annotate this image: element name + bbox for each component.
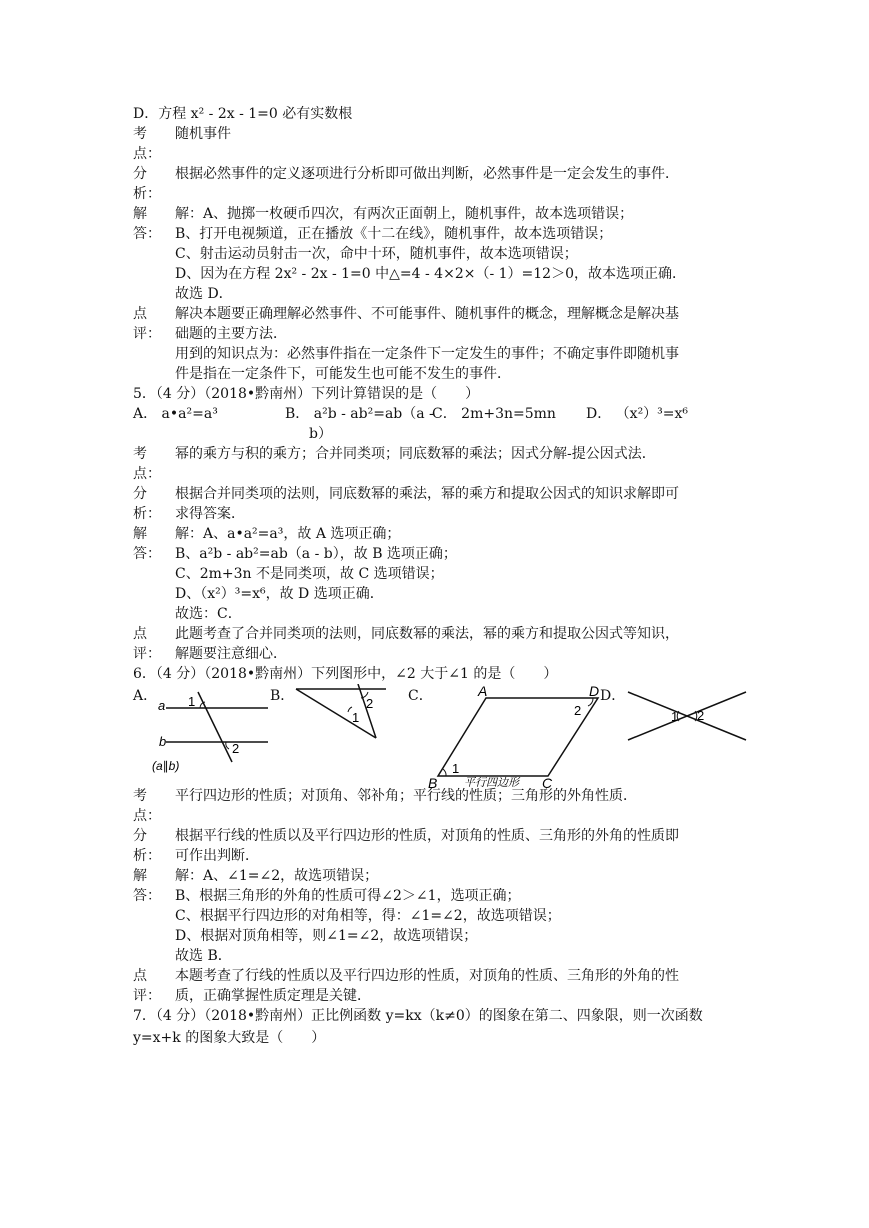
q6-kaodian-label-2: 点： bbox=[133, 808, 161, 824]
q7-stem-cont: y=x+k 的图象大致是（ ） bbox=[133, 1030, 326, 1046]
q4-option-d: D．方程 x² - 2x - 1=0 必有实数根 bbox=[133, 106, 353, 122]
q5-kaodian-label-2: 点： bbox=[133, 466, 161, 482]
figure-b-angle-2: 2 bbox=[366, 696, 374, 711]
figure-a-line-b-label: b bbox=[159, 734, 167, 749]
q5-dianping-label-1: 点 bbox=[133, 626, 147, 642]
figure-c-vertex-a: A bbox=[478, 684, 488, 699]
q4-fenxi-label-1: 分 bbox=[133, 166, 147, 182]
q6-fenxi-label-1: 分 bbox=[133, 828, 147, 844]
q5-option-b: B． a²b - ab²=ab（a - bbox=[285, 406, 434, 422]
figure-b-angle-1: 1 bbox=[352, 710, 360, 725]
q5-jieda-line: 故选：C． bbox=[175, 606, 242, 622]
figure-b-triangle bbox=[292, 684, 392, 742]
figure-c-parallelogram bbox=[424, 684, 614, 792]
figure-a-line-a-label: a bbox=[158, 698, 166, 713]
q4-dianping-line: 件是指在一定条件下，可能发生也可能不发生的事件． bbox=[175, 366, 511, 382]
q5-fenxi-label-1: 分 bbox=[133, 486, 147, 502]
q4-jieda-line: C、射击运动员射击一次，命中十环，随机事件，故本选项错误； bbox=[175, 246, 578, 262]
q5-jieda-line: 解：A、a•a²=a³，故 A 选项正确； bbox=[175, 526, 401, 542]
q6-fenxi-line: 可作出判断． bbox=[175, 848, 259, 864]
figure-d-angle-1: 1 bbox=[671, 709, 679, 724]
q5-dianping-label-2: 评： bbox=[133, 646, 161, 662]
figure-a-caption: (a∥b) bbox=[152, 759, 180, 773]
figure-d-vertical-angles bbox=[624, 686, 754, 746]
q5-jieda-line: D、（x²）³=x⁶，故 D 选项正确． bbox=[175, 586, 384, 602]
q7-stem: 7．（4 分）（2018•黔南州）正比例函数 y=kx（k≠0）的图象在第二、四象限，则一次函数 bbox=[133, 1008, 703, 1024]
q4-fenxi: 根据必然事件的定义逐项进行分析即可做出判断，必然事件是一定会发生的事件． bbox=[175, 166, 679, 182]
figure-a-angle-1: 1 bbox=[188, 694, 196, 709]
q4-jieda-line: 故选 D． bbox=[175, 286, 233, 302]
figure-a-parallel-lines bbox=[150, 690, 274, 776]
q4-kaodian-label-2: 点： bbox=[133, 146, 161, 162]
figure-c-angle-1: 1 bbox=[452, 761, 460, 776]
q4-dianping-line: 用到的知识点为：必然事件指在一定条件下一定发生的事件；不确定事件即随机事 bbox=[175, 346, 679, 362]
figure-c-vertex-d: D bbox=[589, 684, 600, 699]
q5-fenxi-label-2: 析： bbox=[133, 506, 161, 522]
q4-jieda-line: D、因为在方程 2x² - 2x - 1=0 中△=4 - 4×2×（- 1）=12＞0，故本选项正确． bbox=[175, 266, 686, 282]
q4-dianping-label-1: 点 bbox=[133, 306, 147, 322]
q4-kaodian: 随机事件 bbox=[175, 126, 231, 142]
q6-dianping-line: 本题考查了行线的性质以及平行四边形的性质，对顶角的性质、三角形的外角的性 bbox=[175, 968, 679, 984]
q6-dianping-line: 质，正确掌握性质定理是关键． bbox=[175, 988, 371, 1004]
q6-option-d-letter: D． bbox=[600, 688, 626, 704]
q4-dianping-line: 础题的主要方法． bbox=[175, 326, 287, 342]
q5-kaodian-label-1: 考 bbox=[133, 446, 147, 462]
figure-c-vertex-c: C bbox=[542, 775, 553, 791]
q5-option-d: D． （x²）³=x⁶ bbox=[586, 406, 689, 422]
q4-jieda-line: B、打开电视频道，正在播放《十二在线》，随机事件，故本选项错误； bbox=[175, 226, 613, 242]
q6-jieda-line: C、根据平行四边形的对角相等，得：∠1=∠2，故选项错误； bbox=[175, 908, 561, 924]
q4-kaodian-label-1: 考 bbox=[133, 126, 147, 142]
q5-jieda-line: B、a²b - ab²=ab（a - b），故 B 选项正确； bbox=[175, 546, 457, 562]
q6-jieda-line: D、根据对顶角相等，则∠1=∠2，故选项错误； bbox=[175, 928, 478, 944]
q5-dianping-line: 解题要注意细心． bbox=[175, 646, 287, 662]
figure-c-angle-2: 2 bbox=[574, 703, 582, 718]
q4-jieda-label-1: 解 bbox=[133, 206, 147, 222]
figure-a-angle-2: 2 bbox=[232, 741, 240, 756]
q6-kaodian-label-1: 考 bbox=[133, 788, 147, 804]
q4-jieda-line: 解：A、抛掷一枚硬币四次，有两次正面朝上，随机事件，故本选项错误； bbox=[175, 206, 634, 222]
q6-fenxi-line: 根据平行线的性质以及平行四边形的性质，对顶角的性质、三角形的外角的性质即 bbox=[175, 828, 679, 844]
figure-c-caption: 平行四边形 bbox=[464, 777, 519, 789]
q6-option-b-letter: B． bbox=[270, 688, 295, 704]
q6-dianping-label-2: 评： bbox=[133, 988, 161, 1004]
q4-dianping-line: 解决本题要正确理解必然事件、不可能事件、随机事件的概念，理解概念是解决基 bbox=[175, 306, 679, 322]
q6-jieda-line: 解：A、∠1=∠2，故选项错误； bbox=[175, 868, 379, 884]
figure-d-angle-2: 2 bbox=[697, 708, 705, 723]
q4-dianping-label-2: 评： bbox=[133, 326, 161, 342]
q5-fenxi-line: 求得答案． bbox=[175, 506, 245, 522]
q4-jieda-label-2: 答： bbox=[133, 226, 161, 242]
q6-stem: 6．（4 分）（2018•黔南州）下列图形中，∠2 大于∠1 的是（ ） bbox=[133, 666, 558, 682]
q5-jieda-label-1: 解 bbox=[133, 526, 147, 542]
q6-option-a-letter: A． bbox=[133, 688, 158, 704]
q5-kaodian: 幂的乘方与积的乘方；合并同类项；同底数幂的乘法；因式分解-提公因式法． bbox=[175, 446, 656, 462]
q5-fenxi-line: 根据合并同类项的法则，同底数幂的乘法，幂的乘方和提取公因式的知识求解即可 bbox=[175, 486, 679, 502]
q5-option-a: A． a•a²=a³ bbox=[133, 406, 218, 422]
q6-jieda-line: B、根据三角形的外角的性质可得∠2＞∠1，选项正确； bbox=[175, 888, 521, 904]
figure-c-vertex-b: B bbox=[428, 775, 438, 791]
q5-jieda-label-2: 答： bbox=[133, 546, 161, 562]
q6-jieda-label-1: 解 bbox=[133, 868, 147, 884]
q6-dianping-label-1: 点 bbox=[133, 968, 147, 984]
q6-fenxi-label-2: 析： bbox=[133, 848, 161, 864]
q6-kaodian: 平行四边形的性质；对顶角、邻补角；平行线的性质；三角形的外角性质． bbox=[175, 788, 637, 804]
q5-stem: 5．（4 分）（2018•黔南州）下列计算错误的是（ ） bbox=[133, 386, 480, 402]
q6-jieda-label-2: 答： bbox=[133, 888, 161, 904]
q6-jieda-line: 故选 B． bbox=[175, 948, 232, 964]
q5-dianping-line: 此题考查了合并同类项的法则，同底数幂的乘法，幂的乘方和提取公因式等知识， bbox=[175, 626, 679, 642]
q5-option-c: C． 2m+3n=5mn bbox=[432, 406, 556, 422]
q5-option-b-cont: b） bbox=[309, 426, 332, 442]
q5-jieda-line: C、2m+3n 不是同类项，故 C 选项错误； bbox=[175, 566, 444, 582]
q4-fenxi-label-2: 析： bbox=[133, 186, 161, 202]
q6-option-c-letter: C． bbox=[408, 688, 433, 704]
